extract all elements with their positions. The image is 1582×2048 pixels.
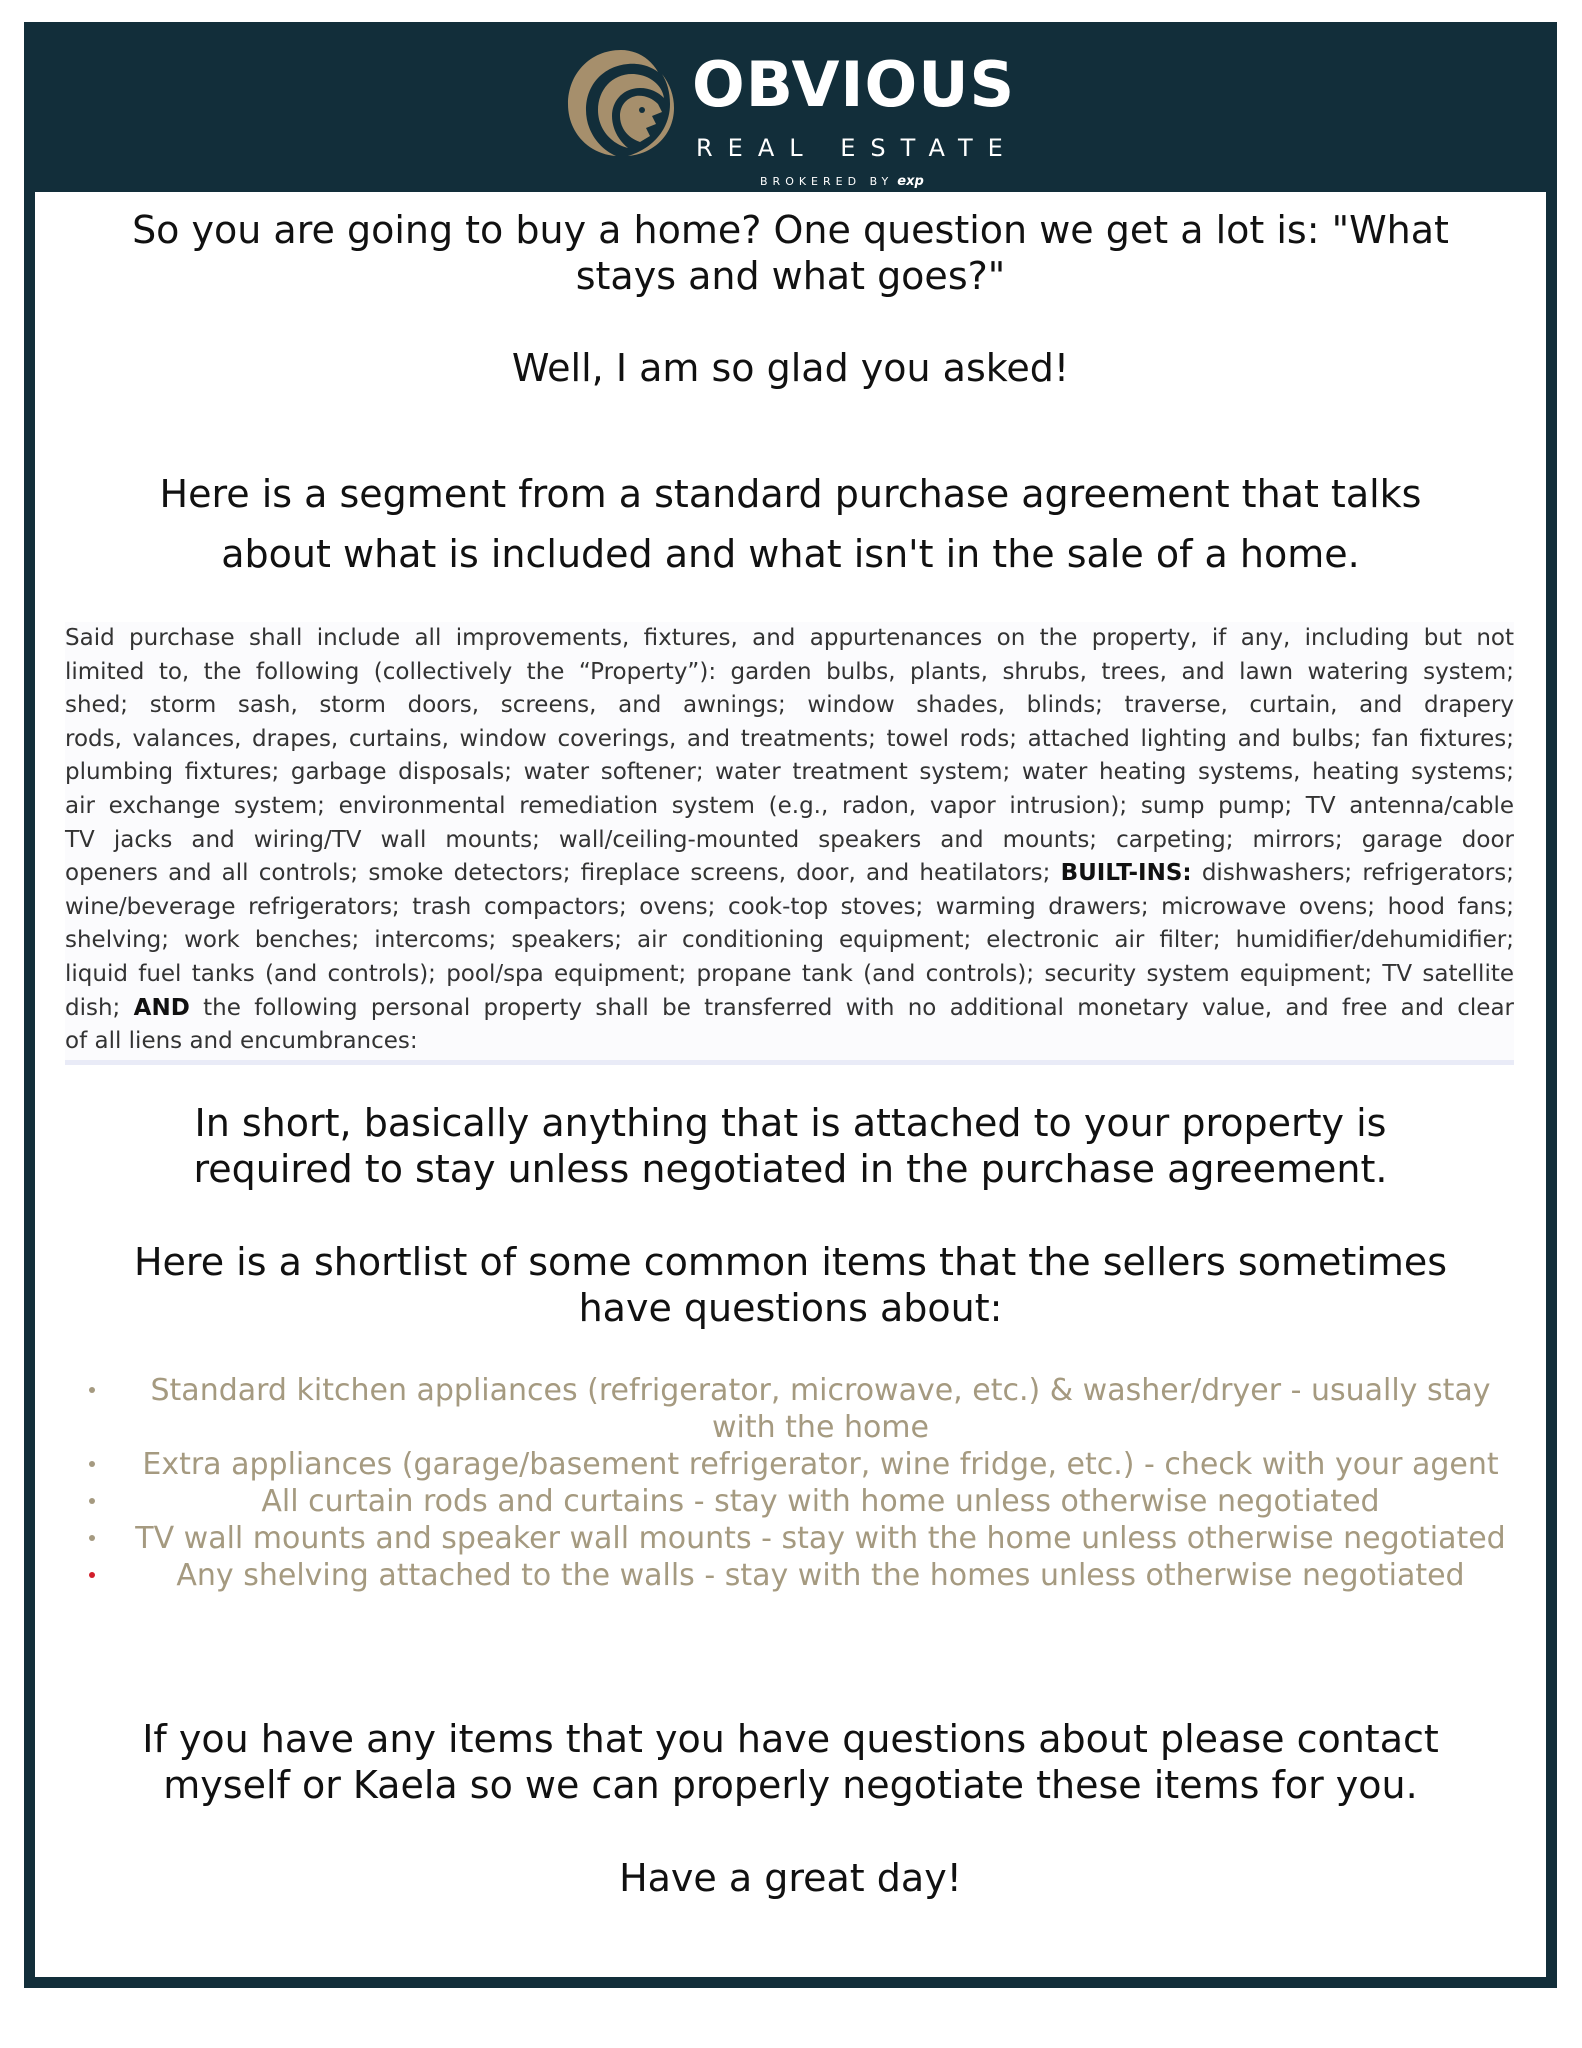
common-items-list (35, 1372, 1546, 1594)
clause-line: shelving; work benches; intercoms; speakers; air conditioning equipment; electronic air filter; humidifier/dehumidifier; (65, 927, 1514, 954)
shortlist-intro-line1: Here is a shortlist of some common items that the sellers sometimes (133, 1240, 1448, 1284)
summary-short-line1: In short, basically anything that is attached to your property is (194, 1101, 1387, 1145)
clause-line: limited to, the following (collectively the “Property”): garden bulbs, plants, shrubs, trees, and lawn watering system; (65, 658, 1514, 685)
list-item (35, 1446, 1546, 1483)
clause-line: shed; storm sash, storm doors, screens, and awnings; window shades, blinds; traverse, curtain, and drapery (65, 692, 1514, 719)
segment-intro-line1: Here is a segment from a standard purchase agreement that talks (159, 472, 1422, 516)
brokered-by-line (760, 175, 924, 188)
intro-question-line2: stays and what goes?" (575, 254, 1006, 298)
clause-text-run: openers and all controls; smoke detectors; fireplace screens, door, and heatilators; (65, 860, 1051, 887)
contact-message (35, 1716, 1546, 1808)
summary-short (35, 1100, 1546, 1192)
company-logo (562, 44, 1042, 189)
list-item-text: Standard kitchen appliances (refrigerator, microwave, etc.) & washer/dryer - usually stay with the home (150, 1373, 1491, 1445)
clause-line: wine/beverage refrigerators; trash compactors; ovens; cook-top stoves; warming drawers; microwave ovens; hood fans; (65, 893, 1514, 920)
list-item-text: Extra appliances (garage/basement refrigerator, wine fridge, etc.) - check with your agent (142, 1447, 1499, 1482)
intro-question (35, 207, 1546, 299)
clause-text-run: dish; (65, 994, 121, 1021)
bullet-dot-icon (89, 1461, 95, 1467)
clause-line: plumbing fixtures; garbage disposals; water softener; water treatment system; water heating systems, heating systems; (65, 759, 1514, 786)
clause-line-built-ins (65, 857, 1514, 891)
exp-logo: exp (897, 174, 924, 189)
list-item (35, 1557, 1546, 1594)
shortlist-intro (35, 1239, 1546, 1331)
clause-line: rods, valances, drapes, curtains, window coverings, and treatments; towel rods; attached lighting and bulbs; fan fixtures; (65, 725, 1514, 752)
list-item-text: TV wall mounts and speaker wall mounts - stay with the home unless otherwise negotiated (135, 1521, 1506, 1556)
document-body (35, 192, 1546, 1977)
clause-text-run: dishwashers; refrigerators; (1201, 860, 1514, 887)
contact-message-line2: myself or Kaela so we can properly negotiate these items for you. (163, 1763, 1418, 1807)
list-item (35, 1520, 1546, 1557)
brand-header (24, 22, 1557, 192)
brand-subtitle: REAL ESTATE (696, 134, 1018, 162)
brokered-by-label: BROKERED BY (760, 175, 894, 188)
page-frame (24, 22, 1557, 1988)
segment-intro (35, 464, 1546, 584)
list-item (35, 1372, 1546, 1446)
summary-short-line2: required to stay unless negotiated in the purchase agreement. (193, 1147, 1388, 1191)
list-item (35, 1483, 1546, 1520)
intro-glad: Well, I am so glad you asked! (511, 346, 1070, 390)
bullet-dot-icon (89, 1498, 95, 1504)
clause-line: liquid fuel tanks (and controls); pool/spa equipment; propane tank (and controls); security system equipment; TV satellite (65, 960, 1514, 987)
bullet-dot-icon (89, 1387, 95, 1393)
bullet-dot-icon (89, 1572, 95, 1578)
list-item-text: Any shelving attached to the walls - stay with the homes unless otherwise negotiated (176, 1558, 1465, 1593)
clause-text (65, 622, 1514, 1059)
clause-line: TV jacks and wiring/TV wall mounts; wall/ceiling-mounted speakers and mounts; carpeting; mirrors; garage door (65, 826, 1514, 853)
purchase-agreement-clause (65, 622, 1514, 1065)
clause-line: air exchange system; environmental remediation system (e.g., radon, vapor intrusion); sump pump; TV antenna/cable (65, 792, 1514, 819)
bullet-dot-icon (89, 1535, 95, 1541)
farewell: Have a great day! (619, 1856, 962, 1900)
built-ins-heading: BUILT-INS: (1060, 860, 1192, 887)
intro-question-line1: So you are going to buy a home? One question we get a lot is: "What (132, 208, 1449, 252)
list-item-text: All curtain rods and curtains - stay with home unless otherwise negotiated (261, 1484, 1380, 1519)
brand-name: OBVIOUS (692, 48, 1016, 121)
shortlist-intro-line2: have questions about: (578, 1286, 1003, 1330)
clause-line: Said purchase shall include all improvements, fixtures, and appurtenances on the property, if any, including but not (65, 625, 1514, 651)
contact-message-line1: If you have any items that you have questions about please contact (142, 1717, 1439, 1761)
lion-head-icon (562, 44, 680, 162)
segment-intro-line2: about what is included and what isn't in the sale of a home. (221, 532, 1360, 576)
clause-text-run: the following personal property shall be transferred with no additional monetary value, and free and clear (203, 994, 1515, 1021)
clause-line-and (65, 992, 1514, 1026)
and-keyword: AND (133, 994, 190, 1021)
clause-line-last: of all liens and encumbrances: (65, 1028, 418, 1055)
